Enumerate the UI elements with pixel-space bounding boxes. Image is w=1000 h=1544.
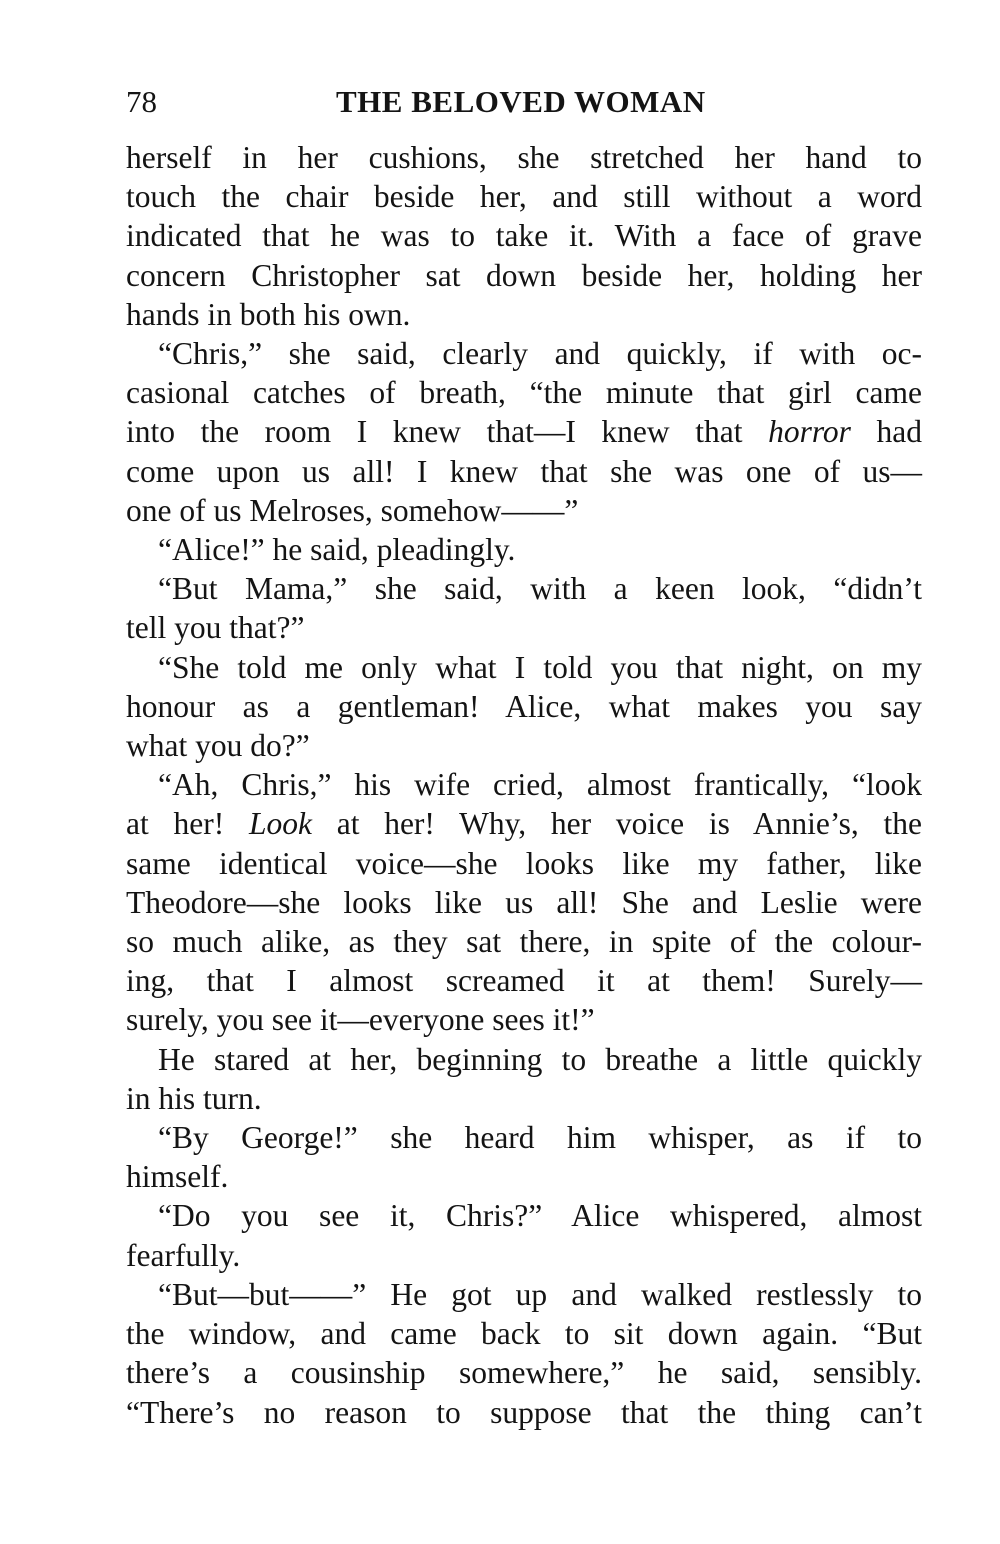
- page-number: 78: [126, 84, 157, 119]
- text-line: come upon us all! I knew that she was one of us—: [126, 453, 922, 489]
- text-line: “Alice!” he said, pleadingly.: [158, 532, 516, 568]
- text-line: himself.: [126, 1159, 229, 1195]
- text-line: so much alike, as they sat there, in spite of the colour-: [126, 924, 922, 960]
- text-line: concern Christopher sat down beside her, holding her: [126, 257, 922, 293]
- text-line: casional catches of breath, “the minute that girl came: [126, 375, 922, 411]
- text-line: “Chris,” she said, clearly and quickly, if with oc-: [158, 336, 922, 372]
- text-line: surely, you see it—everyone sees it!”: [126, 1002, 595, 1038]
- body-text: [126, 138, 922, 1432]
- text-line: there’s a cousinship somewhere,” he said, sensibly.: [126, 1355, 922, 1391]
- text-line: “By George!” she heard him whisper, as if to: [158, 1120, 922, 1156]
- text-line: “But—but——” He got up and walked restlessly to: [158, 1276, 922, 1312]
- italic-word: horror: [768, 414, 851, 450]
- text-line: [126, 412, 922, 451]
- text-line: “But Mama,” she said, with a keen look, “didn’t: [158, 571, 922, 607]
- text-segment: at her! Why, her voice is Annie’s, the: [311, 806, 922, 842]
- text-line: ing, that I almost screamed it at them! Surely—: [126, 963, 922, 999]
- text-segment: at her!: [126, 806, 249, 842]
- text-line: same identical voice—she looks like my father, like: [126, 845, 922, 881]
- text-line: “Do you see it, Chris?” Alice whispered, almost: [158, 1198, 922, 1234]
- text-line: “Ah, Chris,” his wife cried, almost frantically, “look: [158, 767, 922, 803]
- running-head-title: THE BELOVED WOMAN: [336, 84, 706, 119]
- text-line: [126, 804, 922, 843]
- text-segment: into the room I knew that—I knew that: [126, 414, 769, 450]
- text-line: tell you that?”: [126, 610, 305, 646]
- text-line: the window, and came back to sit down again. “But: [126, 1316, 922, 1352]
- text-line: “There’s no reason to suppose that the thing can’t: [126, 1394, 922, 1430]
- text-line: what you do?”: [126, 728, 310, 764]
- text-line: touch the chair beside her, and still without a word: [126, 179, 922, 215]
- text-line: He stared at her, beginning to breathe a little quickly: [158, 1041, 922, 1077]
- text-line: in his turn.: [126, 1080, 262, 1116]
- text-line: Theodore—she looks like us all! She and Leslie were: [126, 884, 922, 920]
- book-page: [126, 80, 922, 1432]
- running-head: [126, 80, 922, 124]
- italic-word: Look: [248, 806, 312, 842]
- text-line: honour as a gentleman! Alice, what makes you say: [126, 688, 922, 724]
- text-line: one of us Melroses, somehow——”: [126, 492, 579, 528]
- text-line: fearfully.: [126, 1237, 241, 1273]
- text-line: hands in both his own.: [126, 296, 411, 332]
- text-line: “She told me only what I told you that night, on my: [158, 649, 922, 685]
- text-line: herself in her cushions, she stretched her hand to: [126, 140, 922, 175]
- text-line: indicated that he was to take it. With a face of grave: [126, 218, 922, 254]
- text-segment: had: [850, 414, 923, 450]
